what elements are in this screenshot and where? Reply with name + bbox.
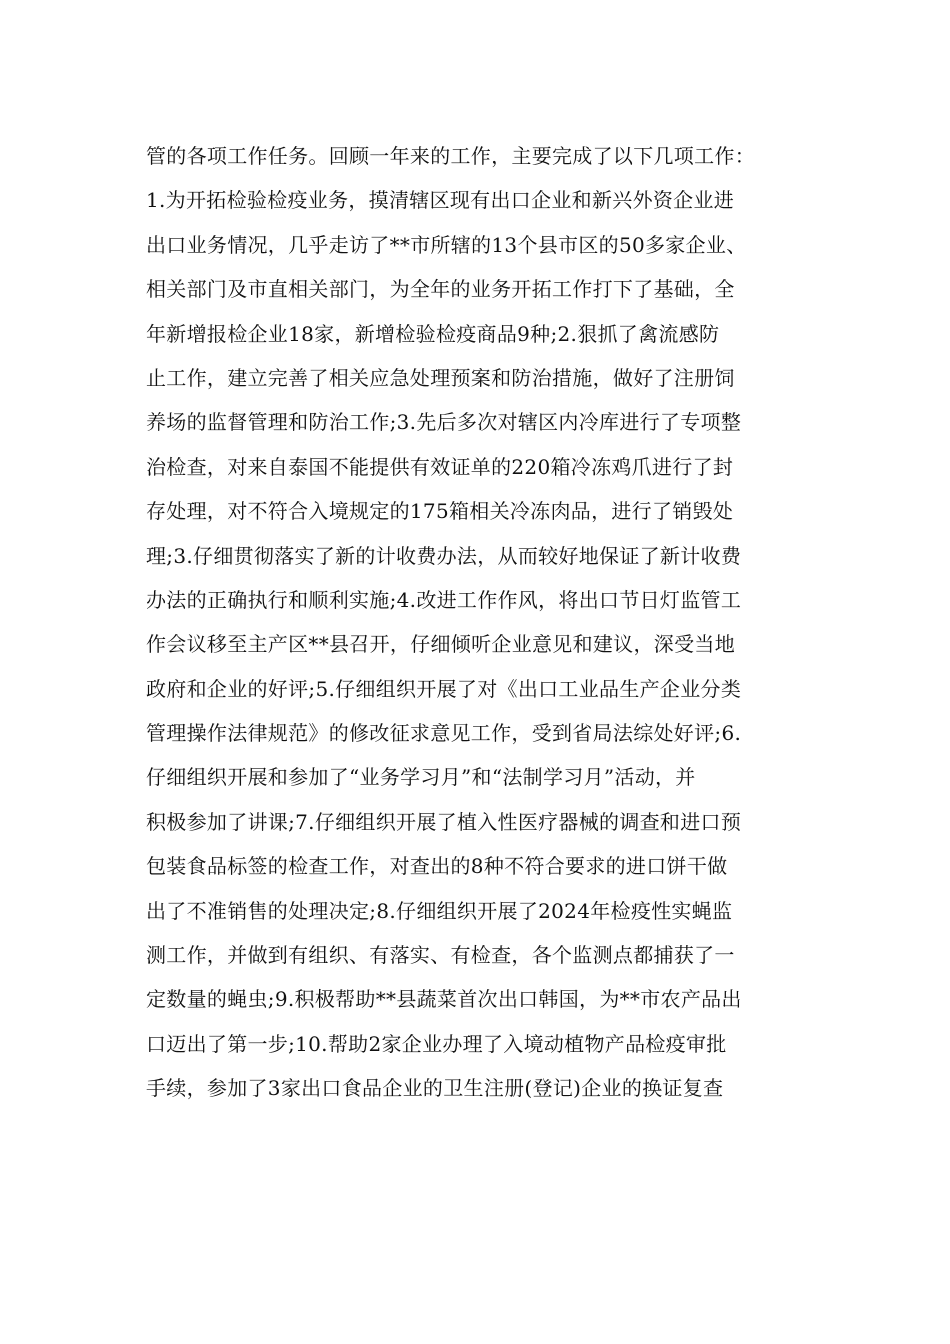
text-line: 年新增报检企业18家，新增检验检疫商品9种;2.狠抓了禽流感防 (146, 321, 720, 346)
body-text (146, 134, 846, 1111)
text-line: 出了不准销售的处理决定;8.仔细组织开展了2024年检疫性实蝇监 (146, 898, 733, 923)
text-line: 管的各项工作任务。回顾一年来的工作，主要完成了以下几项工作： (146, 144, 755, 168)
text-line: 仔细组织开展和参加了“业务学习月”和“法制学习月”活动，并 (146, 765, 696, 790)
text-line: 理;3.仔细贯彻落实了新的计收费办法，从而较好地保证了新计收费 (146, 543, 742, 568)
text-line: 包装食品标签的检查工作，对查出的8种不符合要求的进口饼干做 (146, 854, 728, 879)
text-line: 积极参加了讲课;7.仔细组织开展了植入性医疗器械的调查和进口预 (146, 809, 742, 834)
text-line: 手续，参加了3家出口食品企业的卫生注册(登记)企业的换证复查 (146, 1076, 724, 1101)
text-line: 办法的正确执行和顺利实施;4.改进工作作风，将出口节日灯监管工 (146, 587, 742, 612)
text-line: 治检查，对来自泰国不能提供有效证单的220箱冷冻鸡爪进行了封 (146, 454, 734, 479)
text-line: 口迈出了第一步;10.帮助2家企业办理了入境动植物产品检疫审批 (146, 1031, 727, 1056)
text-line: 出口业务情况，几乎走访了**市所辖的13个县市区的50多家企业、 (146, 232, 747, 257)
text-line: 养场的监督管理和防治工作;3.先后多次对辖区内冷库进行了专项整 (146, 410, 742, 435)
text-line: 1.为开拓检验检疫业务，摸清辖区现有出口企业和新兴外资企业进 (146, 188, 735, 213)
text-line: 政府和企业的好评;5.仔细组织开展了对《出口工业品生产企业分类 (146, 676, 742, 701)
text-line: 存处理，对不符合入境规定的175箱相关冷冻肉品，进行了销毁处 (146, 499, 734, 524)
text-line: 止工作，建立完善了相关应急处理预案和防治措施，做好了注册饲 (146, 365, 735, 390)
text-line: 测工作，并做到有组织、有落实、有检查，各个监测点都捕获了一 (146, 943, 735, 968)
text-line: 管理操作法律规范》的修改征求意见工作，受到省局法综处好评;6. (146, 721, 742, 746)
text-line: 相关部门及市直相关部门，为全年的业务开拓工作打下了基础，全 (146, 277, 735, 302)
text-line: 作会议移至主产区**县召开，仔细倾听企业意见和建议，深受当地 (146, 632, 735, 657)
text-line: 定数量的蝇虫;9.积极帮助**县蔬菜首次出口韩国，为**市农产品出 (146, 987, 742, 1012)
